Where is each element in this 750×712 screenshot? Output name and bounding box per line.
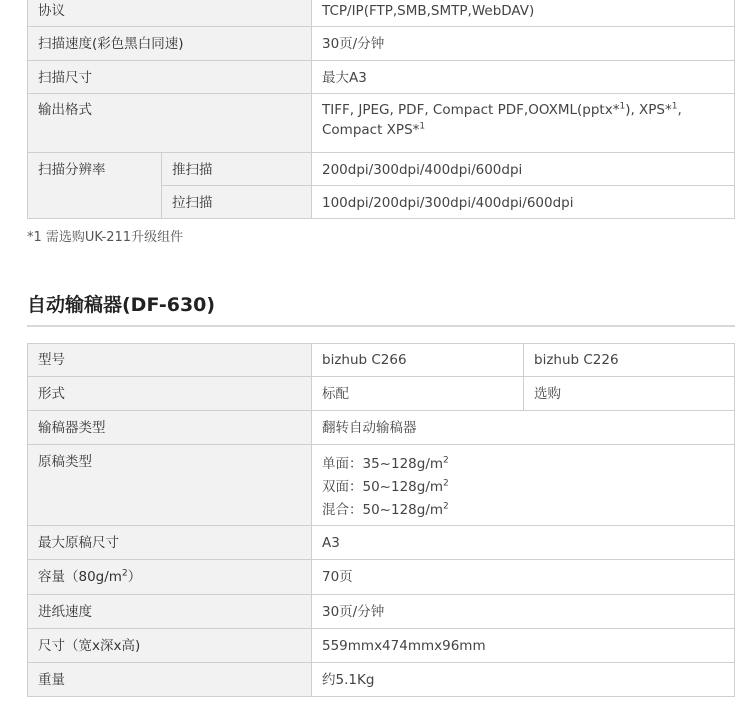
superscript: 2 [443,455,449,466]
table-row [28,0,735,27]
footnote-ref: 1 [619,101,626,112]
table-row [28,94,735,153]
row-label-protocol: 协议 [28,0,312,27]
row-value-pull-scan: 100dpi/200dpi/300dpi/400dpi/600dpi [312,186,735,219]
row-label-dimensions: 尺寸（宽x深x高) [28,629,312,663]
row-value-max-original: A3 [312,526,735,560]
row-label-adf-type: 输稿器类型 [28,411,312,445]
row-label-resolution: 扫描分辨率 [28,153,162,219]
row-value-feed-speed: 30页/分钟 [312,595,735,629]
table-row [28,344,735,377]
row-value-protocol: TCP/IP(FTP,SMB,SMTP,WebDAV) [312,0,735,27]
row-label-capacity [28,560,312,595]
original-type-simplex: 单面：35~128g/m [322,456,444,472]
original-type-mixed: 混合：50~128g/m [322,502,444,518]
table-row [28,663,735,697]
original-type-line [322,453,724,476]
section-divider [27,325,735,327]
row-value-form-c226: 选购 [524,377,735,411]
footnote-ref: 1 [671,101,678,112]
row-value-output-format [312,94,735,153]
table-row [28,526,735,560]
row-label-scan-speed: 扫描速度(彩色黑白同速) [28,27,312,61]
row-label-original-type: 原稿类型 [28,445,312,526]
row-label-form: 形式 [28,377,312,411]
original-type-line [322,499,724,522]
row-sublabel-pull-scan: 拉扫描 [162,186,312,219]
table-row [28,595,735,629]
table-row [28,27,735,61]
superscript: 2 [121,568,128,579]
adf-spec-table [27,343,735,697]
table-row [28,445,735,526]
row-label-scan-size: 扫描尺寸 [28,61,312,94]
row-label-feed-speed: 进纸速度 [28,595,312,629]
row-value-model-c266: bizhub C266 [312,344,524,377]
row-value-capacity: 70页 [312,560,735,595]
footnote: *1 需选购UK-211升级组件 [27,230,184,245]
row-label-model: 型号 [28,344,312,377]
row-value-scan-size: 最大A3 [312,61,735,94]
row-label-output-format: 输出格式 [28,94,312,153]
row-value-dimensions: 559mmx474mmx96mm [312,629,735,663]
capacity-label-text: 容量（80g/m [38,569,122,585]
row-value-push-scan: 200dpi/300dpi/400dpi/600dpi [312,153,735,186]
table-row [28,61,735,94]
output-format-text-4: Compact XPS* [322,122,420,138]
original-type-line [322,476,724,499]
row-value-scan-speed: 30页/分钟 [312,27,735,61]
row-value-adf-type: 翻转自动输稿器 [312,411,735,445]
row-value-original-type [312,445,735,526]
row-value-model-c226: bizhub C226 [524,344,735,377]
row-label-max-original: 最大原稿尺寸 [28,526,312,560]
original-type-duplex: 双面：50~128g/m [322,479,444,495]
row-value-weight: 约5.1Kg [312,663,735,697]
table-row [28,629,735,663]
row-value-form-c266: 标配 [312,377,524,411]
capacity-label-close: ） [127,569,142,585]
row-sublabel-push-scan: 推扫描 [162,153,312,186]
table-row [28,560,735,595]
output-format-text-3: , [677,102,682,118]
scanner-spec-table [27,0,735,219]
footnote-ref: 1 [419,121,426,132]
table-row [28,153,735,186]
table-row [28,411,735,445]
table-row [28,377,735,411]
output-format-text-2: ), XPS* [625,102,672,118]
superscript: 2 [443,501,449,512]
section-title: 自动输稿器(DF-630) [27,294,216,316]
output-format-text-1: TIFF, JPEG, PDF, Compact PDF,OOXML(pptx* [322,102,620,118]
superscript: 2 [443,478,449,489]
row-label-weight: 重量 [28,663,312,697]
